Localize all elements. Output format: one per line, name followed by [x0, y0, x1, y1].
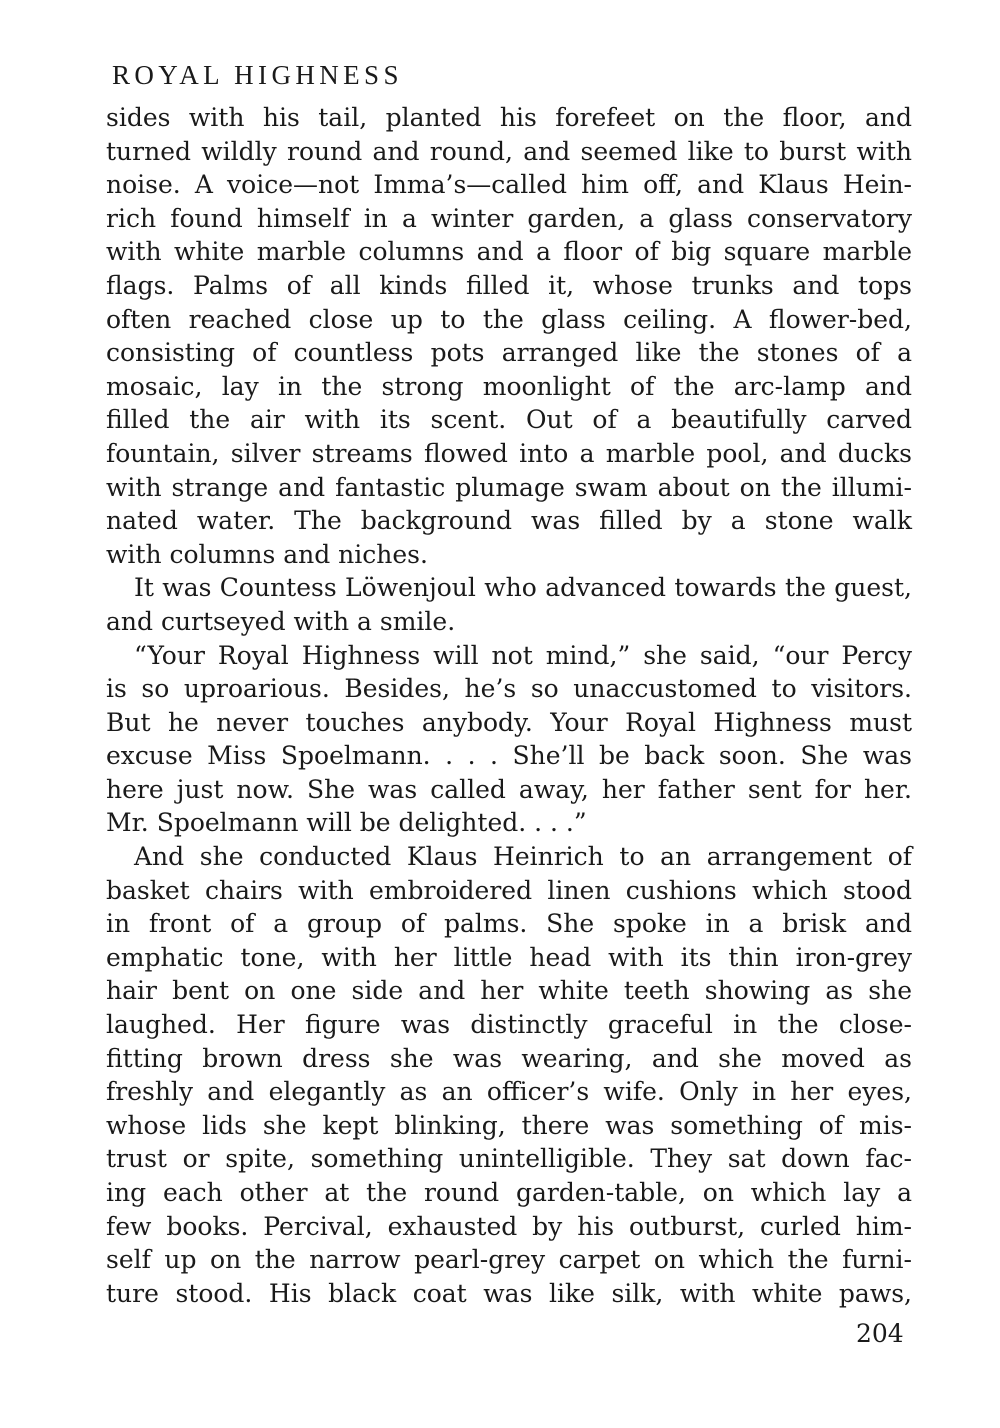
- text-line: laughed. Her figure was distinctly graceful in the close-: [106, 1010, 912, 1040]
- text-line: basket chairs with embroidered linen cushions which stood: [106, 875, 912, 905]
- text-line: turned wildly round and round, and seemed like to burst with: [106, 136, 912, 166]
- text-line: filled the air with its scent. Out of a beautifully carved: [106, 405, 912, 435]
- paragraph-1: [106, 101, 912, 571]
- text-line: mosaic, lay in the strong moonlight of the arc-lamp and: [106, 371, 912, 401]
- text-line: with white marble columns and a floor of big square marble: [106, 237, 912, 267]
- text-line: consisting of countless pots arranged like the stones of a: [106, 338, 912, 368]
- text-line: ture stood. His black coat was like silk, with white paws,: [106, 1278, 912, 1308]
- text-line: Mr. Spoelmann will be delighted. . . .”: [106, 808, 587, 838]
- text-line: with strange and fantastic plumage swam about on the illumi-: [106, 472, 912, 502]
- text-line: hair bent on one side and her white teeth showing as she: [106, 976, 912, 1006]
- text-line: is so uproarious. Besides, he’s so unaccustomed to visitors.: [106, 674, 912, 704]
- text-line: sides with his tail, planted his forefeet on the floor, and: [106, 103, 912, 132]
- text-line: whose lids she kept blinking, there was something of mis-: [106, 1110, 912, 1140]
- text-line: freshly and elegantly as an officer’s wife. Only in her eyes,: [106, 1077, 912, 1107]
- text-line: here just now. She was called away, her father sent for her.: [106, 774, 912, 804]
- page-number: 204: [856, 1319, 904, 1348]
- text-line: in front of a group of palms. She spoke in a brisk and: [106, 909, 912, 939]
- text-line: noise. A voice—not Imma’s—called him off, and Klaus Hein-: [106, 170, 912, 200]
- text-line: nated water. The background was filled by a stone walk: [106, 506, 912, 536]
- text-line: often reached close up to the glass ceiling. A flower-bed,: [106, 304, 912, 334]
- text-line: ing each other at the round garden-table, on which lay a: [106, 1178, 912, 1207]
- text-line: few books. Percival, exhausted by his outburst, curled him-: [106, 1211, 912, 1241]
- running-head: ROYAL HIGHNESS: [112, 60, 403, 90]
- text-line: trust or spite, something unintelligible. They sat down fac-: [106, 1144, 912, 1174]
- text-line: But he never touches anybody. Your Royal Highness must: [106, 707, 912, 737]
- text-line: “Your Royal Highness will not mind,” she said, “our Percy: [134, 640, 912, 670]
- text-line: flags. Palms of all kinds filled it, whose trunks and tops: [106, 270, 912, 300]
- body-text: [106, 101, 912, 1310]
- text-line: fountain, silver streams flowed into a marble pool, and ducks: [106, 438, 912, 468]
- text-line: excuse Miss Spoelmann. . . . She’ll be back soon. She was: [106, 741, 912, 771]
- paragraph-2: [106, 571, 912, 638]
- text-line: emphatic tone, with her little head with its thin iron-grey: [106, 942, 912, 972]
- text-line: fitting brown dress she was wearing, and she moved as: [106, 1043, 912, 1073]
- text-line: It was Countess Löwenjoul who advanced towards the guest,: [134, 573, 912, 603]
- text-line: and curtseyed with a smile.: [106, 606, 456, 636]
- paragraph-4: [106, 840, 912, 1310]
- text-line: self up on the narrow pearl-grey carpet on which the furni-: [106, 1245, 912, 1275]
- text-line: with columns and niches.: [106, 539, 428, 569]
- paragraph-3: [106, 639, 912, 841]
- text-line: And she conducted Klaus Heinrich to an arrangement of: [134, 842, 912, 872]
- text-line: rich found himself in a winter garden, a glass conservatory: [106, 203, 912, 233]
